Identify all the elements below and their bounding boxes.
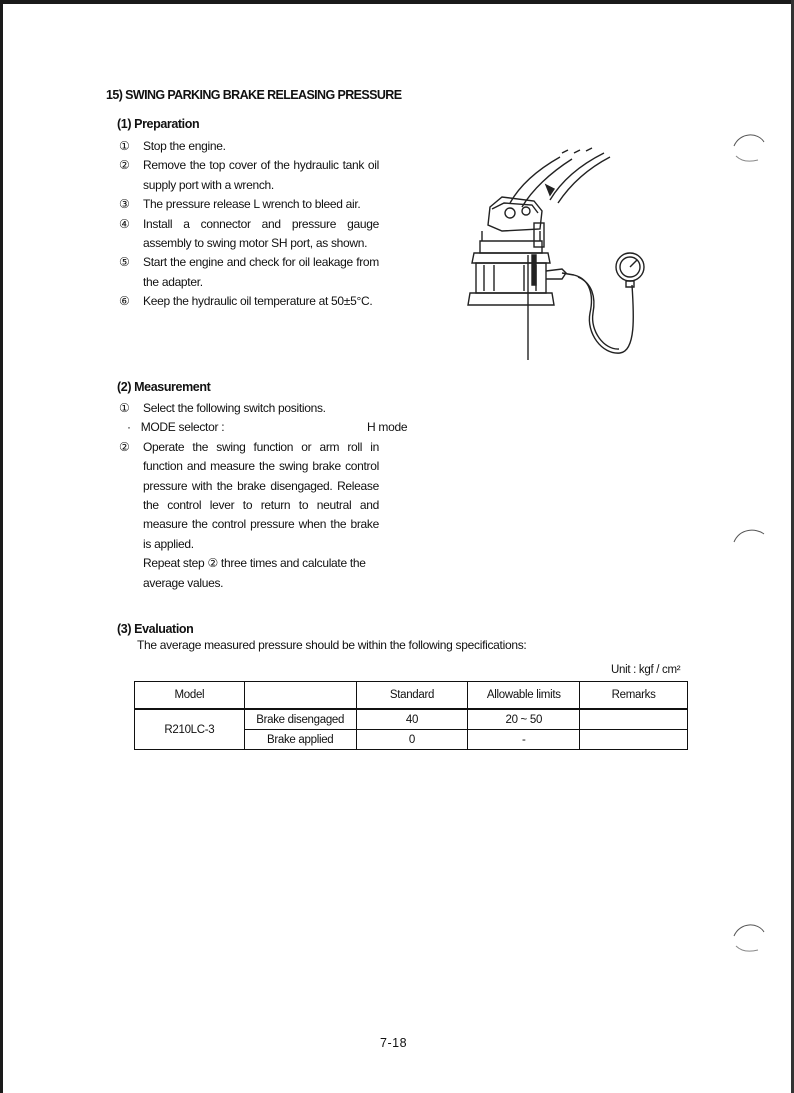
preparation-steps: [117, 137, 379, 312]
header-model: Model: [135, 682, 245, 710]
model-cell: R210LC-3: [135, 709, 245, 750]
measure-step: [117, 438, 379, 593]
allowable-cell: -: [468, 730, 580, 750]
switch-setting: [117, 418, 408, 437]
step-text: Select the following switch positions.: [143, 401, 326, 415]
header-standard: Standard: [356, 682, 468, 710]
step-text: Keep the hydraulic oil temperature at 50±5°C.: [143, 294, 373, 309]
page-number: 7-18: [380, 1036, 408, 1050]
spec-table: [134, 681, 688, 750]
setting-label: MODE selector :: [140, 420, 225, 435]
step-text: Start the engine and check for oil leakage from the adapter.: [143, 255, 379, 289]
evaluation-heading: (3) Evaluation: [117, 622, 194, 636]
step-number: ②: [119, 439, 130, 454]
remarks-cell: [580, 730, 688, 750]
prep-step: [117, 195, 379, 214]
binder-hole-mark: [730, 522, 770, 552]
step-text: Remove the top cover of the hydraulic tank oil supply port with a wrench.: [143, 158, 379, 192]
prep-step: [117, 137, 379, 156]
step-repeat-text: Repeat step ② three times and calculate the average values.: [143, 556, 366, 590]
header-remarks: Remarks: [580, 682, 688, 710]
setting-value: H mode: [367, 420, 408, 435]
step-text: Stop the engine.: [143, 139, 226, 153]
measurement-heading: (2) Measurement: [117, 380, 211, 394]
condition-cell: Brake applied: [244, 730, 356, 750]
measure-step: [117, 399, 379, 418]
condition-cell: Brake disengaged: [244, 709, 356, 730]
binder-hole-mark: [730, 128, 770, 168]
step-number: ①: [119, 401, 130, 415]
scan-border-left: [0, 0, 3, 1093]
prep-step: [117, 292, 379, 311]
prep-step: [117, 156, 379, 195]
step-text: The pressure release L wrench to bleed air.: [143, 197, 361, 212]
step-number: ①: [119, 139, 130, 153]
standard-cell: 0: [356, 730, 468, 750]
step-number: ⑤: [119, 255, 130, 270]
prep-step: [117, 253, 379, 292]
table-row: [135, 709, 688, 730]
allowable-cell: 20 ~ 50: [468, 709, 580, 730]
measurement-steps: [117, 399, 408, 593]
standard-cell: 40: [356, 709, 468, 730]
prep-step: [117, 215, 379, 254]
table-header-row: [135, 682, 688, 710]
binder-hole-mark: [730, 918, 770, 958]
swing-motor-gauge-illustration: [462, 145, 662, 370]
header-allowable-limits: Allowable limits: [468, 682, 580, 710]
scan-border-top: [0, 0, 794, 4]
evaluation-intro: The average measured pressure should be within the following specifications:: [137, 638, 527, 652]
remarks-cell: [580, 709, 688, 730]
step-number: ⑥: [119, 294, 130, 309]
step-number: ④: [119, 216, 130, 231]
setting-bullet: ·: [127, 420, 131, 435]
step-text: Install a connector and pressure gauge assembly to swing motor SH port, as shown.: [143, 216, 379, 251]
step-text: Operate the swing function or arm roll in function and measure the swing brake control pressure with the brake disengaged. Release the control lever to return to neutral and measure the control pressure when the brake is applied.: [143, 439, 379, 551]
preparation-heading: (1) Preparation: [117, 117, 200, 131]
header-condition: [244, 682, 356, 710]
section-title: 15) SWING PARKING BRAKE RELEASING PRESSURE: [106, 88, 402, 102]
step-number: ②: [119, 158, 130, 173]
unit-label: Unit : kgf / cm²: [611, 664, 681, 676]
step-number: ③: [119, 197, 130, 212]
